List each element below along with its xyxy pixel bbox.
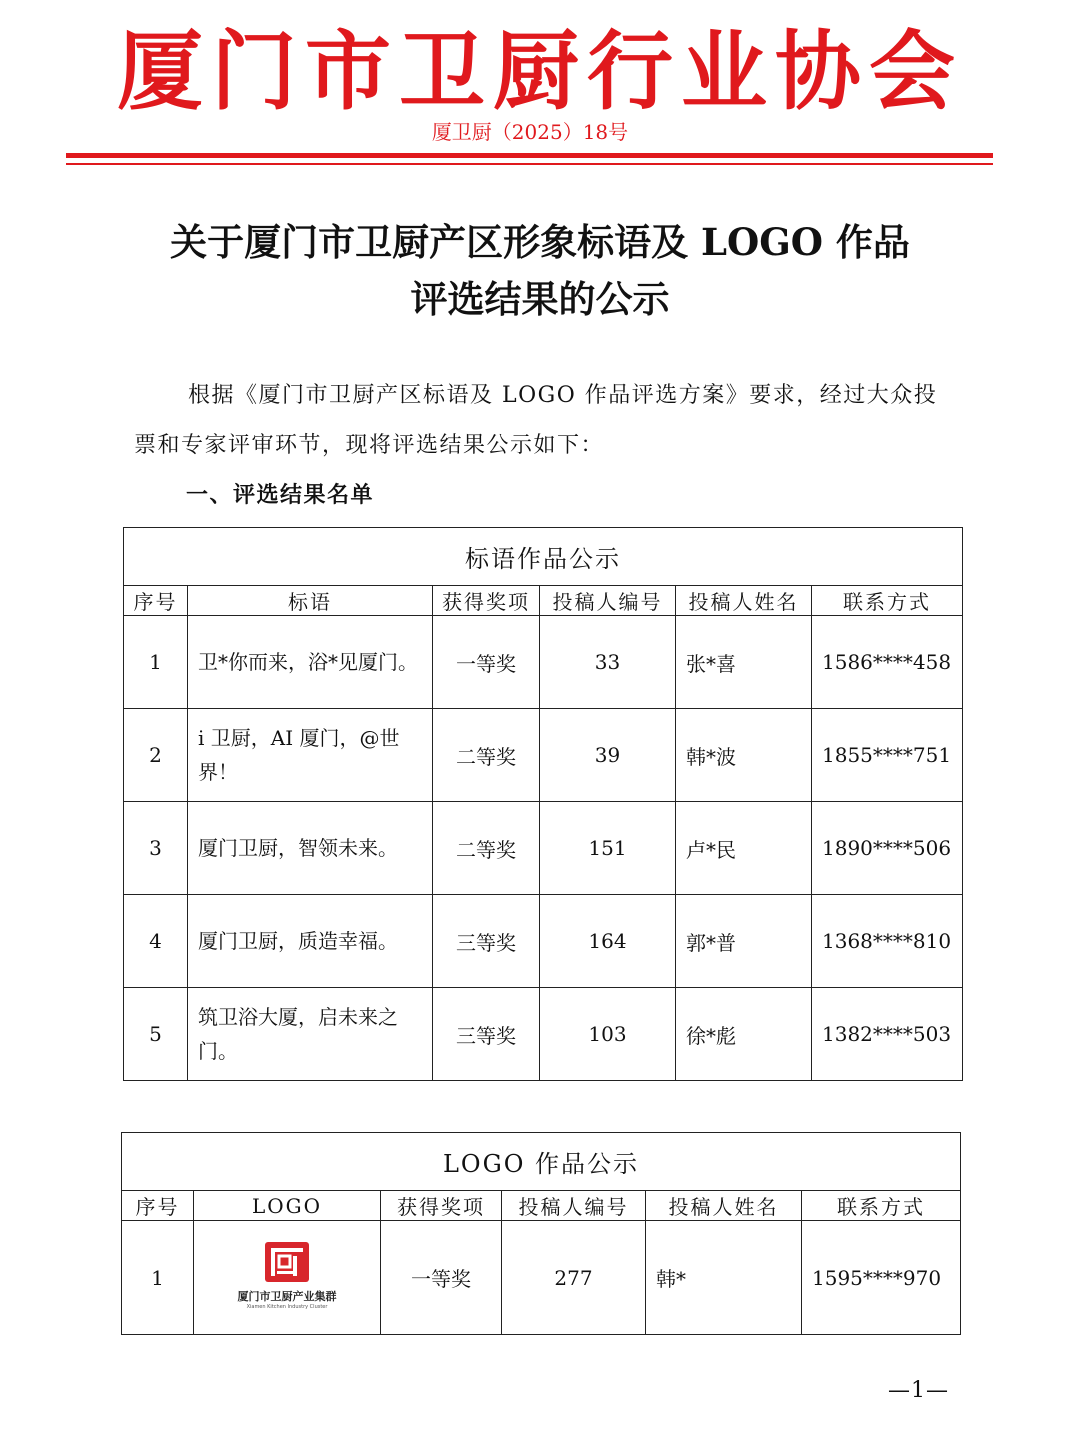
slogan-table-header-row [124, 586, 963, 616]
contact-phone: 1855****751 [812, 709, 963, 802]
award: 三等奖 [433, 988, 540, 1081]
submitter-name: 卢*民 [676, 802, 812, 895]
table-row [124, 895, 963, 988]
table-row [124, 988, 963, 1081]
header-cell: 投稿人姓名 [646, 1191, 802, 1221]
row-number: 1 [124, 616, 188, 709]
logo-chinese-name: 厦门市卫厨产业集群 [237, 1290, 337, 1303]
header-cell: 投稿人编号 [540, 586, 676, 616]
slogan-table [123, 527, 963, 1081]
table-row [124, 802, 963, 895]
submitter-name: 韩* [646, 1221, 802, 1335]
header-cell: LOGO [194, 1191, 381, 1221]
slogan-text: 卫*你而来，浴*见厦门。 [188, 616, 433, 709]
kitchen-cluster-logo-icon [265, 1242, 309, 1282]
logo-cell [194, 1221, 381, 1335]
submitter-id: 277 [502, 1221, 646, 1335]
submitter-id: 39 [540, 709, 676, 802]
header-cell: 获得奖项 [433, 586, 540, 616]
header-divider-thick [66, 153, 993, 158]
submitter-name: 郭*普 [676, 895, 812, 988]
award: 一等奖 [433, 616, 540, 709]
logo-table-header-row [122, 1191, 961, 1221]
submitter-name: 张*喜 [676, 616, 812, 709]
title-line-1: 关于厦门市卫厨产区形象标语及 LOGO 作品 [170, 220, 910, 264]
contact-phone: 1890****506 [812, 802, 963, 895]
header-cell: 投稿人姓名 [676, 586, 812, 616]
contact-phone: 1368****810 [812, 895, 963, 988]
intro-paragraph-line-2: 票和专家评审环节，现将评选结果公示如下： [134, 433, 605, 458]
section-heading: 一、评选结果名单 [186, 482, 375, 508]
contact-phone: 1382****503 [812, 988, 963, 1081]
slogan-table-caption: 标语作品公示 [124, 528, 963, 586]
table-row [124, 709, 963, 802]
organization-name: 厦门市卫厨行业协会 [117, 22, 963, 122]
logo-english-name: Xiamen Kitchen Industry Cluster [246, 1304, 328, 1310]
slogan-text: 厦门卫厨，智领未来。 [188, 802, 433, 895]
title-line-2: 评选结果的公示 [410, 277, 670, 321]
header-cell: 联系方式 [802, 1191, 961, 1221]
logo-image [238, 1242, 337, 1310]
intro-paragraph-line-1: 根据《厦门市卫厨产区标语及 LOGO 作品评选方案》要求，经过大众投 [188, 383, 938, 408]
submitter-id: 151 [540, 802, 676, 895]
document-title [0, 214, 1080, 328]
header-cell: 标语 [188, 586, 433, 616]
logo-table-caption: LOGO 作品公示 [122, 1133, 961, 1191]
contact-phone: 1586****458 [812, 616, 963, 709]
award: 二等奖 [433, 709, 540, 802]
submitter-name: 徐*彪 [676, 988, 812, 1081]
table-row [122, 1221, 961, 1335]
submitter-id: 33 [540, 616, 676, 709]
header-cell: 序号 [122, 1191, 194, 1221]
award: 三等奖 [433, 895, 540, 988]
logo-table [121, 1132, 961, 1335]
header-divider-thin [66, 163, 993, 165]
row-number: 2 [124, 709, 188, 802]
header-cell: 联系方式 [812, 586, 963, 616]
award: 二等奖 [433, 802, 540, 895]
submitter-name: 韩*波 [676, 709, 812, 802]
row-number: 3 [124, 802, 188, 895]
row-number: 4 [124, 895, 188, 988]
header-cell: 获得奖项 [381, 1191, 502, 1221]
header-cell: 投稿人编号 [502, 1191, 646, 1221]
row-number: 1 [122, 1221, 194, 1335]
submitter-id: 164 [540, 895, 676, 988]
header-cell: 序号 [124, 586, 188, 616]
slogan-text: 筑卫浴大厦，启未来之门。 [188, 988, 433, 1081]
submitter-id: 103 [540, 988, 676, 1081]
row-number: 5 [124, 988, 188, 1081]
award: 一等奖 [381, 1221, 502, 1335]
page-number: —1— [888, 1378, 949, 1403]
document-number: 厦卫厨（2025）18号 [431, 120, 629, 144]
table-row [124, 616, 963, 709]
contact-phone: 1595****970 [802, 1221, 961, 1335]
slogan-text: 厦门卫厨，质造幸福。 [188, 895, 433, 988]
slogan-text: i 卫厨，AI 厦门，@世界！ [188, 709, 433, 802]
